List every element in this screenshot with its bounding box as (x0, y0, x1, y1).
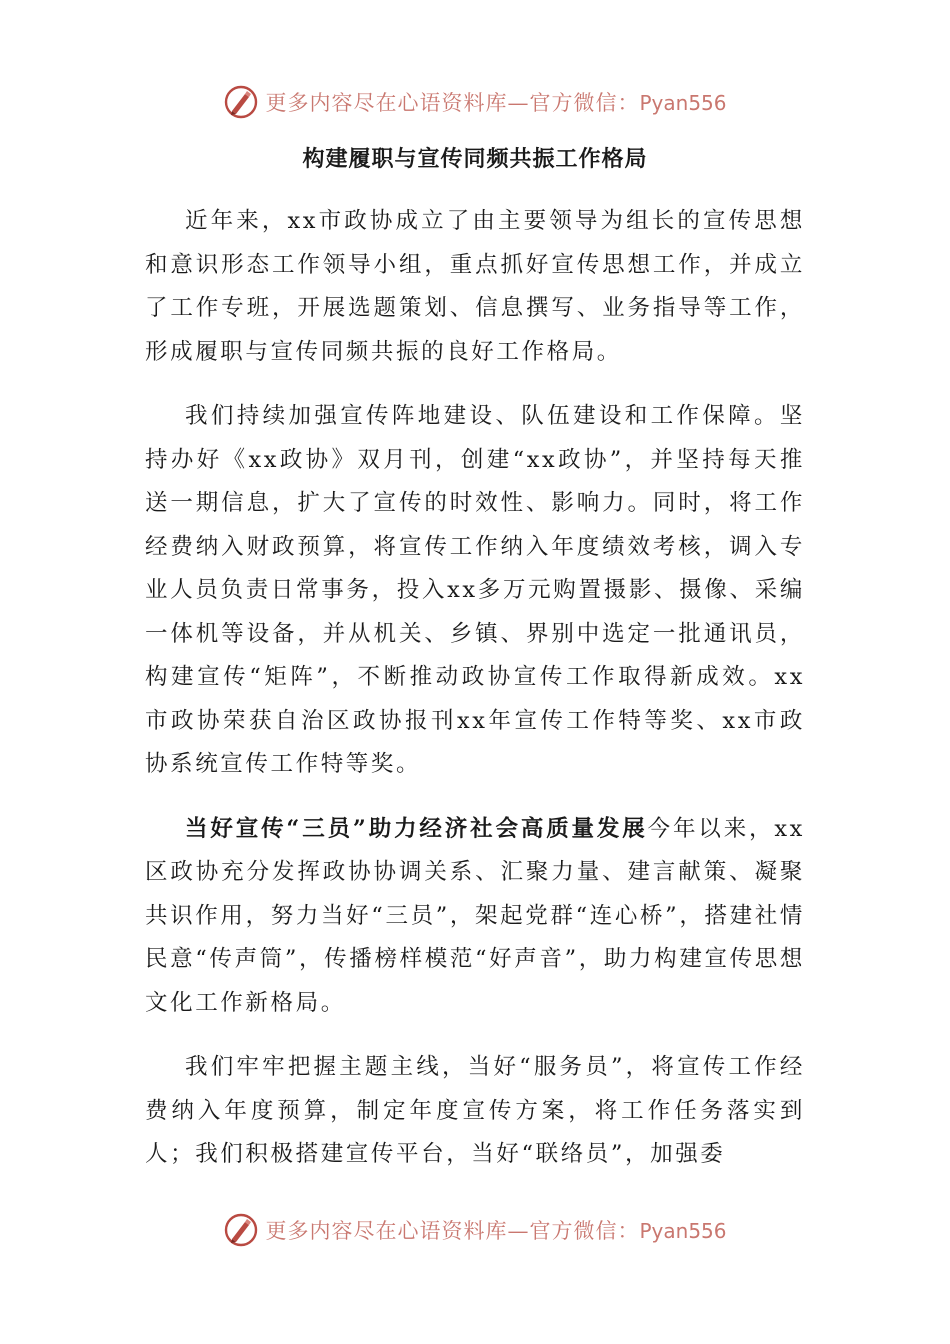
watermark-wechat-id: Pyan556 (639, 91, 727, 115)
document-body (145, 200, 805, 1198)
paragraph-4-text: 我们牢牢把握主题主线，当好“服务员”，将宣传工作经费纳入年度预算，制定年度宣传方案，将工作任务落实到人；我们积极搭建宣传平台，当好“联络员”，加强委 (145, 1054, 805, 1167)
paragraph-1 (145, 200, 805, 374)
paragraph-2-text: 我们持续加强宣传阵地建设、队伍建设和工作保障。坚持办好《xx政协》双月刊，创建“xx政协”，并坚持每天推送一期信息，扩大了宣传的时效性、影响力。同时，将工作经费纳入财政预算，将宣传工作纳入年度绩效考核，调入专业人员负责日常事务，投入xx多万元购置摄影、摄像、采编一体机等设备，并从机关、乡镇、界别中选定一批通讯员，构建宣传“矩阵”，不断推动政协宣传工作取得新成效。xx市政协荣获自治区政协报刊xx年宣传工作特等奖、xx市政协系统宣传工作特等奖。 (145, 403, 805, 777)
paragraph-4 (145, 1046, 805, 1177)
watermark-footer (0, 1210, 950, 1250)
watermark-label: 更多内容尽在心语资料库—官方微信： (265, 91, 640, 115)
watermark-text (265, 87, 726, 117)
paragraph-2 (145, 395, 805, 787)
section-heading: 当好宣传“三员”助力经济社会高质量发展 (185, 815, 648, 842)
pen-circle-logo-icon (223, 84, 259, 120)
document-title: 构建履职与宣传同频共振工作格局 (302, 146, 648, 172)
paragraph-1-text: 近年来，xx市政协成立了由主要领导为组长的宣传思想和意识形态工作领导小组，重点抓好宣传思想工作，并成立了工作专班，开展选题策划、信息撰写、业务指导等工作，形成履职与宣传同频共振的良好工作格局。 (145, 208, 805, 365)
paragraph-3 (145, 808, 805, 1026)
pen-circle-logo-icon (223, 1212, 259, 1248)
watermark-wechat-id: Pyan556 (639, 1219, 727, 1243)
watermark-label: 更多内容尽在心语资料库—官方微信： (265, 1219, 640, 1243)
watermark-text (265, 1215, 726, 1245)
watermark-header (0, 82, 950, 122)
paragraph-3-text: 今年以来，xx区政协充分发挥政协协调关系、汇聚力量、建言献策、凝聚共识作用，努力当好“三员”，架起党群“连心桥”，搭建社情民意“传声筒”，传播榜样模范“好声音”，助力构建宣传思想文化工作新格局。 (145, 815, 805, 1016)
